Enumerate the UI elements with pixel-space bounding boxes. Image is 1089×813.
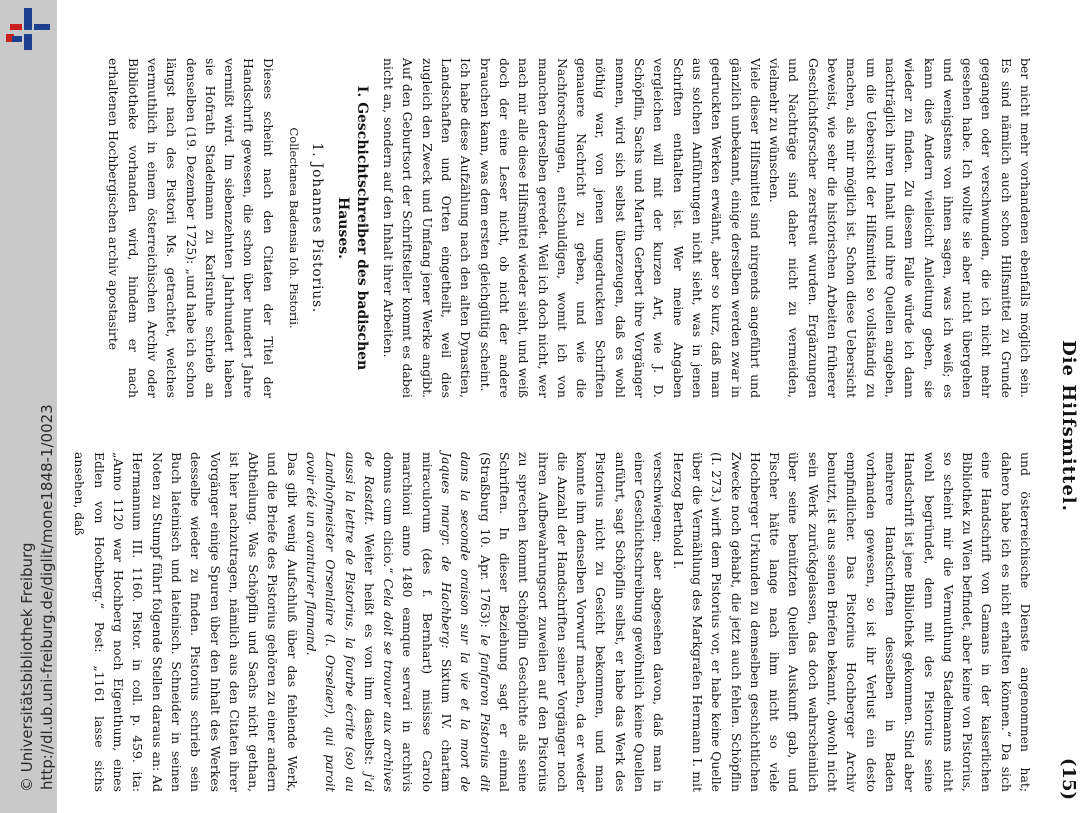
book-page <box>72 48 1079 804</box>
paragraph-text: verschwiegen; aber abgesehen davon, daß man in einer Geschichtschreibung gewöhnlich keine Quellen anführt, sagt Schöpflin selbst, er habe das Werk des Pistorius nicht zu Gesicht bekommen, und man konnte ihm denselben Vorwurf machen, da er weder die Anzahl der Handschriften seiner Vorgänger noch ihren Aufbewahrungsort zuweilen auf den Pistorius zu sprechen kommt Schöpflin Geschichte als seine Schriften. In dieser Beziehung sagt er einmal (Straßburg 10. Apr. 1763): <box>477 452 667 792</box>
french-quote: j'ai aussi la lettre de Pistorius, la fourbe écrite (so) au Landhofmeister Orsenlaire (l. Orselaer), qui paroit avoir été un avanturier flamand. <box>304 452 377 792</box>
paragraph: Ich habe diese Aufzählung nach den alten Dynastien, Landschaften und Orten eingetheilt, weil dies zugleich den Zweck und Umfang jener Werke angibt. Auf den Geburtsort der Schriftsteller kommt es dabei nicht an, sondern auf den Inhalt ihrer Arbeiten. <box>381 58 474 398</box>
page-number: (15) <box>1058 757 1079 800</box>
french-quote: Cela doit se trouver aux archives de Rastatt. <box>361 452 397 792</box>
paragraph: Das gibt wenig Aufschluß über das fehlende Werk, und die Briefe des Pistorius gehören zu einer andern Abtheilung. Was Schöpflin und Sachs nicht gethan, ist hier nachzutragen, nämlich aus den Citaten ihrer Vorgänger einige Spuren über den Inhalt des Werkes desselbe wieder zu finden. Pistorius schrieb sein Buch lateinisch und lateinisch. Schneider in seinen Noten zu Stumpf führt folgende Stellen daraus an: Ad Hermannum III. 1160. Pistor. in coll. p. 459. ita: „Anno 1120 war Hochberg noch Eigenthum, eines Edlen von Hochberg.“ Post: „1161 lasse sichs ansehen, daß <box>72 452 300 792</box>
left-text-column <box>106 58 1035 398</box>
section-heading: I. Geschichtschreiber des badischen Hauses. <box>334 85 370 371</box>
french-quote: le fanfaron Pistorius dit dans la seconde oraison sur la vie et la mort de Jaques margr. de Hachberg: <box>439 452 493 792</box>
copyright-notice: © Universitätsbibliothek Freiburg <box>18 542 36 792</box>
document-url[interactable]: http://dl.ub.uni-freiburg.de/diglit/mone1848-1/0023 <box>38 404 56 790</box>
work-title: Collectanea Badensia Ioh. Pistorii. <box>287 127 302 329</box>
running-title: Die Hilfsmittel. <box>1058 340 1079 512</box>
paragraph <box>302 452 669 792</box>
paragraph: Dieses scheint nach den Citaten der Titel der Handschrift gewesen, die schon über hundert Jahre vermißt wird. Im siebenzehnten Jahrhundert haben sie Hofrath Stadelmann zu Karlsruhe schrieb an denselben (19. Dezember 1725): „und habe ich schon längst nach des Pistorii Ms. getrachtet, welches vermuthlich in einem österreichischen Archiv oder Bibliotheke vorhanden wird, hindem er nach erhaltenen Hochbergischen archiv apostasirte <box>106 58 276 398</box>
scanned-page-view <box>57 0 1089 813</box>
paragraph: ber nicht mehr vorhandenen ebenfalls möglich sein. Es sind nämlich auch schon Hilfsmittel zu Grunde gegangen oder verschwunden, die ich nicht mehr gesehen habe. Ich wollte sie aber nicht übergehen und wenigstens von ihnen sagen, was ich weiß; es kann dies Andern vielleicht Anleitung geben, sie wieder zu finden. Zu diesem Falle würde ich dann nachträglich ihren Inhalt und ihre Quellen angeben, um die Uebersicht der Hilfsmittel so vollständig zu machen, als mir möglich ist. Schon diese Uebersicht beweist, wie sehr die historischen Arbeiten früherer Geschichtsforscher zerstreut wurden. Ergänzungen und Nachträge sind daher nicht zu vermeiden, vielmehr zu wünschen. <box>767 58 1033 398</box>
paragraph: Viele dieser Hilfsmittel sind nirgends angeführt und gänzlich unbekannt, einige derselben werden zwar in gedruckten Werken erwähnt, aber so kurz, daß man aus solchen Anführungen nicht sieht, was in jenen Schriften enthalten ist. Wer meine Angaben vergleichen will mit der kurzen Art, wie J. D. Schöpflin, Sachs und Martin Gerbert ihre Vorgänger nennen, wird sich selbst überzeugen, daß es wohl nöthig war, von jenen ungedruckten Schriften genauere Nachricht zu geben, und wie die Nachforschungen, entschuldigen, womit ich von manchen derselben geredet. Weil ich doch nicht, wer nach mir alle diese Hilfsmittel wieder sieht, und weiß doch der eine Leser nicht, ob nicht der andere brauchen kann, was dem ersten gleichgültig scheint. <box>477 58 763 398</box>
viewer-sidebar <box>0 0 57 813</box>
running-head <box>1049 52 1079 800</box>
author-heading: 1. Johannes Pistorius. <box>309 142 326 314</box>
university-logo-icon <box>6 6 50 50</box>
paragraph: und österreichische Dienste angenommen hat; dahero habe ich es nicht erhalten können.“ Da sich eine Handschrift von Gamans in der kaiserlichen Bibliothek zu Wien befindet, aber keine von Pistorius, so scheint mir die Vermuthung Stadelmanns nicht wohl begründet, denn mit des Pistorius seine Handschrift ist jene Bibliothek gekommen. Sind aber mehrere Handschriften desselben in Baden vorhanden gewesen, so ist ihr Verlust ein desto empfindlicher. Das Pistorius Hochberger Archiv benutzt, ist aus seinen Briefen bekannt, obwohl nicht sein Werk zurückgelassen, das doch wahrscheinlich über seine benützten Quellen Auskunft gab, und Fischer hätte lange nach ihm nicht so viele Hochberger Urkunden zu demselben geschichtlichen Zwecke noch gehabt, die jetzt auch fehlen. Schöpflin (I. 273.) wirft dem Pistorius vor, er habe keine Quelle über die Vermählung des Markgrafen Hermann I. mit Herzog Berthold I. <box>670 452 1033 792</box>
latin-quote: Sixtum IV. chartam miraculorum (des f. Bernhart) misisse Carolo marchioni anno 1480 eamque servari in archivis domus cum clicio.“ <box>381 452 455 792</box>
right-text-column <box>72 452 1035 792</box>
paragraph-text: Weiter heißt es von ihm daselbst: <box>361 533 377 766</box>
